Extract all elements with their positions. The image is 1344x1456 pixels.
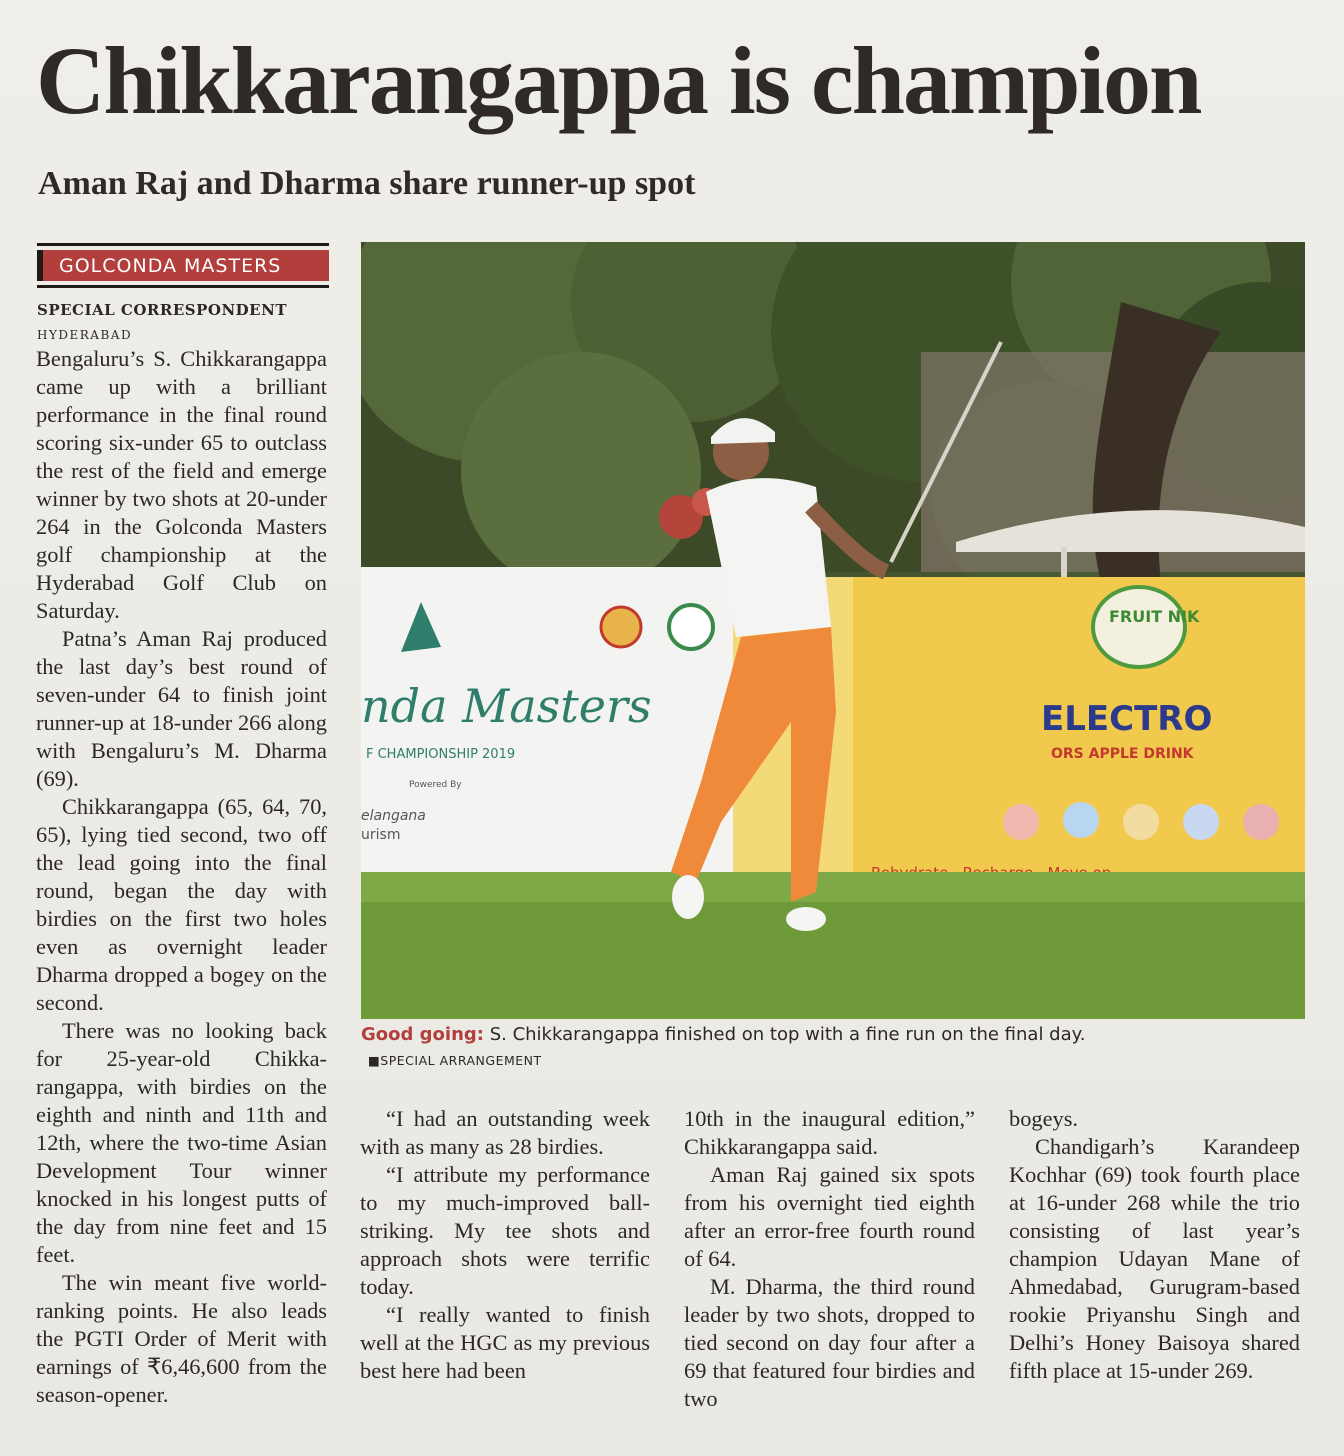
banner-title: nda Masters [361,679,652,733]
article-column-3 [684,1105,975,1413]
paragraph: Aman Raj gained six spots from his overnight tied eighth after an error-free fourth round of 64. [684,1162,975,1271]
article-column-1 [36,345,327,1409]
paragraph: The win meant five world-ranking points. He also leads the PGTI Order of Merit with earnings of ₹6,46,600 from the season-opener. [36,1270,327,1407]
paragraph: “I had an outstanding week with as many as 28 birdies. [360,1106,650,1159]
banner-sponsor-2: urism [361,827,401,843]
paragraph: bogeys. [1009,1106,1079,1131]
caption-text: S. Chikkarangappa finished on top with a fine run on the final day. [483,1024,1086,1045]
banner-product: ELECTRO [1041,699,1213,739]
caption-lead: Good going: [361,1024,484,1045]
banner-product-sub: ORS APPLE DRINK [1051,746,1194,762]
headline: Chikkarangappa is champion [36,27,1201,134]
dateline: HYDERABAD [37,328,133,342]
paragraph: “I attribute my performance to my much-improved ball-striking. My tee shots and approach shots were terrific today. [360,1162,650,1299]
subheadline: Aman Raj and Dharma share runner-up spot [38,165,696,202]
section-kicker [37,243,329,288]
golfer-photo [361,242,1305,1019]
paragraph: Chandigarh’s Karandeep Kochhar (69) took fourth place at 16-under 268 while the trio consisting of last year’s champion Udayan Mane of Ahmedabad, Gurugram-based rookie Priyanshu Singh and Delhi’s Honey Baisoya shared fifth place at 15-under 269. [1009,1134,1300,1383]
kicker-label: GOLCONDA MASTERS [37,250,329,281]
article-column-4 [1009,1105,1300,1385]
photo-caption [361,1020,1305,1050]
banner-brand: FRUIT NIK [1109,607,1200,626]
paragraph: M. Dharma, the third round leader by two shots, dropped to tied second on day four after a 69 that featured four birdies and two [684,1274,975,1411]
banner-sponsor-1: elangana [361,808,426,824]
byline: SPECIAL CORRESPONDENT [37,301,287,319]
paragraph: Chikkarangappa (65, 64, 70, 65), lying tied second, two off the lead going into the final round, began the day with birdies on the first two holes even as overnight leader Dharma dropped a bogey on the second. [36,794,327,1015]
article-column-2 [360,1105,650,1385]
paragraph: There was no looking back for 25-year-old Chikkarangappa, with birdies on the eighth and ninth and 11th and 12th, where the two-time Asian Development Tour winner knocked in his longest putts of the day from nine feet and 15 feet. [36,1018,327,1267]
paragraph: “I really wanted to finish well at the HGC as my previous best here had been [360,1302,650,1383]
banner-powered: Powered By [409,780,462,790]
paragraph: Bengaluru’s S. Chikkarangappa came up with a brilliant performance in the final round scoring six-under 65 to outclass the rest of the field and emerge winner by two shots at 20-under 264 in the Golconda Masters golf championship at the Hyderabad Golf Club on Saturday. [36,346,327,623]
photo-credit: ■SPECIAL ARRANGEMENT [368,1053,542,1068]
banner-subtitle: F CHAMPIONSHIP 2019 [366,747,516,762]
paragraph: 10th in the inaugural edition,” Chikkarangappa said. [684,1106,975,1159]
paragraph: Patna’s Aman Raj produced the last day’s best round of seven-under 64 to finish joint runner-up at 18-under 266 along with Bengaluru’s M. Dharma (69). [36,626,327,791]
